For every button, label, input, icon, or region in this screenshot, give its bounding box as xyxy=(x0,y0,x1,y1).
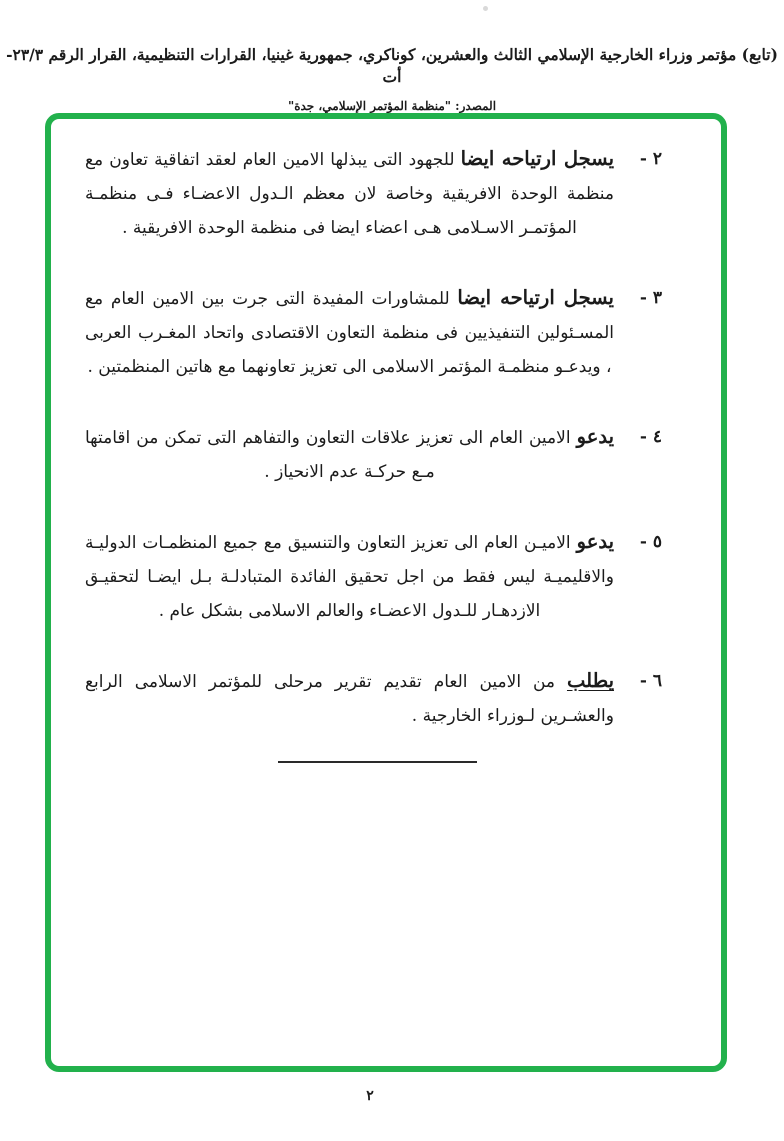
item-text xyxy=(85,664,614,733)
item-number: ٦ - xyxy=(639,671,662,691)
item-lead: يسجل ارتياحه ايضا xyxy=(460,147,614,170)
item-text xyxy=(85,420,614,489)
header-citation-line: (تابع) مؤتمر وزراء الخارجية الإسلامي الثالث والعشرين، كوناكري، جمهورية غينيا، القرارات التنظيمية، القرار الرقم ٢٣/٣-أت xyxy=(6,45,778,86)
item-body-text: الامين العام الى تعزيز علاقات التعاون والتفاهم التى تمكن من اقامتها مـع حركـة عدم الانحياز . xyxy=(85,428,571,482)
item-lead: يدعو xyxy=(576,530,615,553)
header-source-line: المصدر: "منظمة المؤتمر الإسلامي، جدة" xyxy=(287,99,497,113)
resolution-item xyxy=(85,281,662,384)
resolution-body xyxy=(85,142,662,769)
item-lead: يسجل ارتياحه ايضا xyxy=(457,286,614,309)
item-body-text: الاميـن العام الى تعزيز التعاون والتنسيق مع جميع المنظمـات الدوليـة والاقليميـة ليس فقط من اجل تحقيق الفائدة المتبادلـة بـل ايضـا لتحقيـق الازدهـار للـدول الاعضـاء والعالم الاسلامى بشكل عام . xyxy=(85,533,614,621)
resolution-item xyxy=(85,664,662,733)
item-text xyxy=(85,281,614,384)
scan-artifact xyxy=(483,6,488,11)
item-lead: يدعو xyxy=(576,425,614,448)
item-body-text: للجهود التى يبذلها الامين العام لعقد اتفاقية تعاون مع منظمة الوحدة الافريقية وخاصة لان معظم الـدول الاعضـاء فـى منظمـة المؤتمـر الاسـلامى هـى اعضاء ايضا فى منظمة الوحدة الافريقية . xyxy=(85,150,614,238)
page-number: ٢ xyxy=(366,1088,374,1104)
item-lead: يطلب xyxy=(566,669,614,692)
item-body-text: من الامين العام تقديم تقرير مرحلى للمؤتمر الاسلامى الرابع والعشـرين لـوزراء الخارجية . xyxy=(85,672,614,726)
document-header xyxy=(0,44,784,114)
item-number: ٢ - xyxy=(639,149,662,169)
resolution-item xyxy=(85,142,662,245)
item-number: ٤ - xyxy=(639,427,662,447)
item-body-text: للمشاورات المفيدة التى جرت بين الامين العام مع المسـئولين التنفيذيين فى منظمة التعاون الاقتصادى واتحاد المغـرب العربى ، ويدعـو منظمـة المؤتمر الاسلامى الى تعزيز تعاونهما مع هاتين المنظمتين . xyxy=(85,289,614,377)
item-number: ٥ - xyxy=(639,532,662,552)
item-text xyxy=(85,142,614,245)
resolution-item xyxy=(85,420,662,489)
section-divider xyxy=(278,761,477,763)
item-number: ٣ - xyxy=(639,288,662,308)
resolution-item xyxy=(85,525,662,628)
item-text xyxy=(85,525,614,628)
